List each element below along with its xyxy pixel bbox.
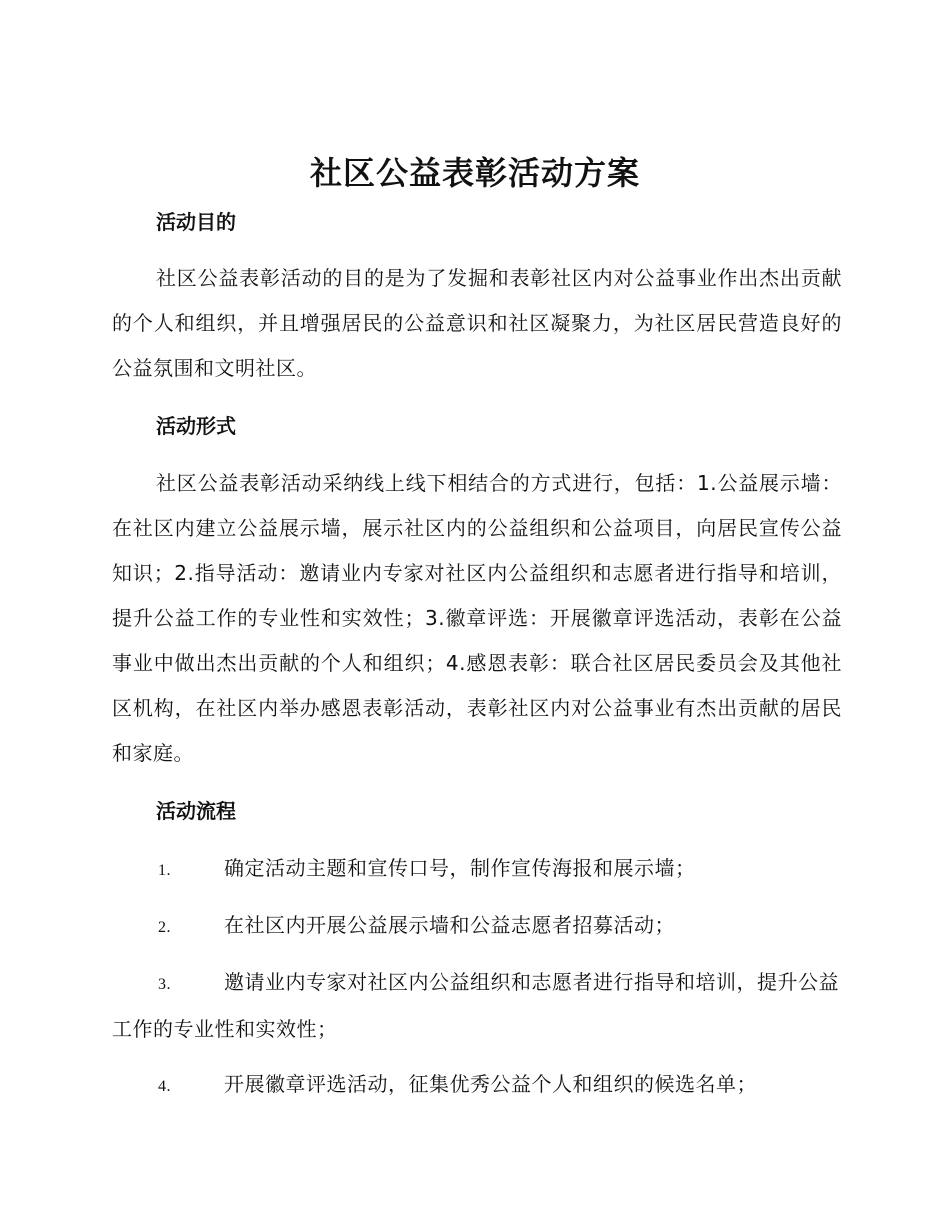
list-item-number: 1. [158, 862, 171, 879]
list-item-text: 确定活动主题和宣传口号，制作宣传海报和展示墙； [224, 856, 696, 880]
page-title: 社区公益表彰活动方案 [309, 154, 640, 192]
list-item-text: 在社区内开展公益展示墙和公益志愿者招募活动； [224, 913, 675, 937]
section-heading-process: 活动流程 [156, 799, 236, 823]
paragraph-purpose: 社区公益表彰活动的目的是为了发掘和表彰社区内对公益事业作出杰出贡献的个人和组织，并且增强居民的公益意识和社区凝聚力，为社区居民营造良好的公益氛围和文明社区。 [112, 266, 842, 380]
list-item-text: 开展徽章评选活动，征集优秀公益个人和组织的候选名单； [224, 1072, 757, 1096]
list-item [112, 1062, 842, 1109]
section-heading-format: 活动形式 [156, 414, 236, 438]
list-item [112, 846, 842, 893]
list-item-number: 3. [158, 976, 171, 993]
list-item-number: 2. [158, 919, 171, 936]
list-item [112, 903, 842, 950]
list-item-number: 4. [158, 1078, 171, 1095]
list-item [112, 960, 842, 1052]
list-item-text: 邀请业内专家对社区内公益组织和志愿者进行指导和培训，提升公益工作的专业性和实效性； [112, 970, 839, 1041]
paragraph-format: 社区公益表彰活动采纳线上线下相结合的方式进行，包括：1.公益展示墙：在社区内建立公益展示墙，展示社区内的公益组织和公益项目，向居民宣传公益知识；2.指导活动：邀请业内专家对社区内公益组织和志愿者进行指导和培训，提升公益工作的专业性和实效性；3.徽章评选：开展徽章评选活动，表彰在公益事业中做出杰出贡献的个人和组织；4.感恩表彰：联合社区居民委员会及其他社区机构，在社区内举办感恩表彰活动，表彰社区内对公益事业有杰出贡献的居民和家庭。 [112, 471, 842, 765]
section-heading-purpose: 活动目的 [156, 210, 236, 234]
